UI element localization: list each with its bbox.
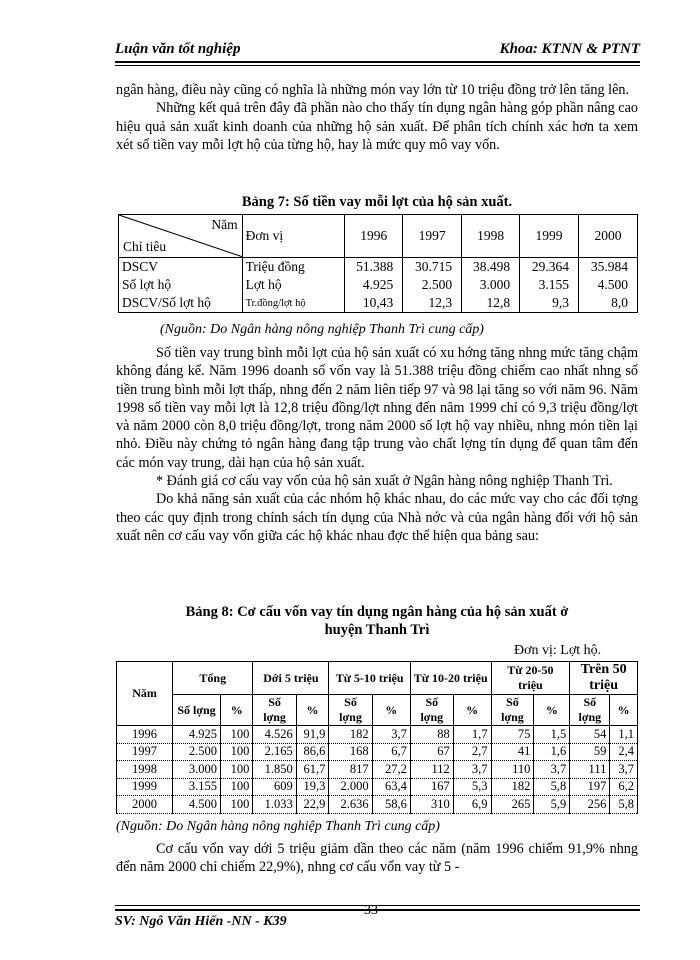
cell: 3,7: [534, 761, 570, 779]
table-row: [117, 761, 638, 779]
sub-header-count: Số lợng: [329, 695, 372, 726]
table8-year-header: Năm: [117, 662, 173, 726]
year-cell: 2000: [117, 796, 173, 814]
cell: 5,8: [534, 778, 570, 796]
sub-header-count: Số lợng: [491, 695, 534, 726]
table7-year-header: 1996: [345, 215, 403, 258]
cell: 100: [221, 796, 253, 814]
sub-header-count: Số lợng: [253, 695, 296, 726]
table7-corner-cell: [119, 215, 243, 258]
paragraph-3: Số tiền vay trung bình mỗi lợt của hộ sản xuất có xu hớng tăng nhng mức tăng chậm không đáng kể. Năm 1996 doanh số vốn vay là 51.388 triệu đồng chiếm cao nhất nhng số tiền trung bình mỗi lợt thấp, nhng đến 2 năm liên tiếp 97 và 98 lại tăng so với năm 96. Năm 1998 số tiền vay mỗi lợt là 12,8 triệu đồng/lợt nhng đến năm 1999 chỉ có 9,3 triệu đồng/lợt và năm 2000 còn 8,0 triệu đồng/lợt, trong năm 2000 số lợt hộ vay nhiều, nhng món tiền lại nhỏ. Điều này chứng tỏ ngân hàng đang tập trung vào chất lợng tín dụng để quan tâm đến các món vay trung, dài hạn của hộ sản xuất.: [116, 345, 638, 471]
cell: 59: [570, 743, 610, 761]
cell: 100: [221, 743, 253, 761]
header-thesis-title: Luận văn tốt nghiệp: [115, 41, 241, 57]
cell: 1,6: [534, 743, 570, 761]
cell: 1,5: [534, 726, 570, 744]
cell: 5,3: [453, 778, 491, 796]
corner-year-label: Năm: [211, 217, 238, 232]
cell: 19,3: [296, 778, 329, 796]
cell: 1,7: [453, 726, 491, 744]
row-unit: Lợt hộ: [242, 276, 345, 294]
cell: 1,1: [610, 726, 638, 744]
row-label: DSCV: [119, 258, 243, 277]
row-unit: Tr.đồng/lợt hộ: [242, 294, 345, 313]
cell: 38.498: [462, 258, 520, 277]
table8-group-header-row: [117, 662, 638, 695]
table8-group-header: Từ 20-50 triệu: [491, 662, 570, 695]
header-rule-thick: [115, 61, 640, 63]
sub-header-pct: %: [534, 695, 570, 726]
table8-group-header: Từ 5-10 triệu: [329, 662, 411, 695]
cell: 1.850: [253, 761, 296, 779]
table8-caption: [116, 603, 638, 639]
footer-rule-thick: [115, 909, 640, 911]
table8-source-note: (Nguồn: Do Ngân hàng nông nghiệp Thanh Trì cung cấp): [116, 819, 440, 834]
paragraph-4: * Đánh giá cơ cấu vay vốn của hộ sản xuất ở Ngân hàng nông nghiệp Thanh Trì.: [156, 473, 613, 490]
cell: 2.165: [253, 743, 296, 761]
table8-unit-note: Đơn vị: Lợt hộ.: [514, 643, 602, 658]
running-header: [115, 41, 640, 61]
page-number: 33: [364, 903, 378, 918]
cell: 182: [491, 778, 534, 796]
cell: 88: [410, 726, 453, 744]
paragraph-1: ngân hàng, điều này cũng có nghĩa là những món vay lớn từ 10 triệu đồng trở lên tăng lên.: [116, 82, 630, 98]
cell: 30.715: [403, 258, 462, 277]
cell: 1.033: [253, 796, 296, 814]
sub-header-count: Số lợng: [570, 695, 610, 726]
cell: 6,7: [372, 743, 410, 761]
cell: 2.500: [173, 743, 221, 761]
table8-caption-line2: huyện Thanh Trì: [324, 622, 430, 638]
sub-header-pct: %: [610, 695, 638, 726]
cell: 6,9: [453, 796, 491, 814]
year-cell: 1997: [117, 743, 173, 761]
row-label: DSCV/Số lợt hộ: [119, 294, 243, 313]
table-row: [117, 743, 638, 761]
year-cell: 1996: [117, 726, 173, 744]
cell: 2,4: [610, 743, 638, 761]
cell: 111: [570, 761, 610, 779]
cell: 12,8: [462, 294, 520, 313]
sub-header-pct: %: [221, 695, 253, 726]
table7-year-header: 2000: [579, 215, 638, 258]
table-row: [119, 276, 638, 294]
table8-caption-line1: Bảng 8: Cơ cấu vốn vay tín dụng ngân hàng của hộ sản xuất ở: [185, 604, 569, 620]
cell: 22,9: [296, 796, 329, 814]
cell: 12,3: [403, 294, 462, 313]
cell: 91,9: [296, 726, 329, 744]
paragraph-5: Do khả năng sản xuất của các nhóm hộ khác nhau, do các mức vay cho các đối tợng theo các quy định trong chính sách tín dụng của Nhà nớc và của ngân hàng đối với hộ sản xuất nên cơ cấu vay vốn giữa các hộ khác nhau đợc thể hiện qua bảng sau:: [116, 491, 638, 544]
sub-header-pct: %: [296, 695, 329, 726]
table7-header-row: [119, 215, 638, 258]
cell: 2.000: [329, 778, 372, 796]
sub-header-pct: %: [453, 695, 491, 726]
cell: 58,6: [372, 796, 410, 814]
cell: 2.636: [329, 796, 372, 814]
cell: 61,7: [296, 761, 329, 779]
cell: 3,7: [610, 761, 638, 779]
cell: 182: [329, 726, 372, 744]
cell: 110: [491, 761, 534, 779]
cell: 310: [410, 796, 453, 814]
cell: 9,3: [520, 294, 579, 313]
table8-group-header: Tổng: [173, 662, 253, 695]
cell: 3,7: [453, 761, 491, 779]
cell: 8,0: [579, 294, 638, 313]
cell: 67: [410, 743, 453, 761]
table7-year-header: 1997: [403, 215, 462, 258]
sub-header-count: Số lợng: [410, 695, 453, 726]
row-label: Số lợt hộ: [119, 276, 243, 294]
cell: 51.388: [345, 258, 403, 277]
sub-header-pct: %: [372, 695, 410, 726]
cell: 29.364: [520, 258, 579, 277]
closing-text: [116, 840, 638, 877]
cell: 112: [410, 761, 453, 779]
cell: 10,43: [345, 294, 403, 313]
cell: 168: [329, 743, 372, 761]
table-row: [119, 258, 638, 277]
cell: 2.500: [403, 276, 462, 294]
corner-indicator-label: Chỉ tiêu: [123, 239, 167, 254]
cell: 3.155: [173, 778, 221, 796]
table-row: [117, 796, 638, 814]
cell: 5,9: [534, 796, 570, 814]
table7-source-note: (Nguồn: Do Ngân hàng nông nghiệp Thanh Trì cung cấp): [160, 322, 484, 337]
table8-group-header: Từ 10-20 triệu: [410, 662, 491, 695]
cell: 197: [570, 778, 610, 796]
cell: 609: [253, 778, 296, 796]
cell: 265: [491, 796, 534, 814]
footer-author: SV: Ngô Văn Hiển -NN - K39: [115, 914, 287, 929]
cell: 100: [221, 778, 253, 796]
analysis-text: [116, 344, 638, 545]
header-faculty: Khoa: KTNN & PTNT: [499, 41, 640, 57]
table8-body: [117, 726, 638, 814]
cell: 100: [221, 726, 253, 744]
cell: 2,7: [453, 743, 491, 761]
cell: 4.526: [253, 726, 296, 744]
cell: 6,2: [610, 778, 638, 796]
cell: 63,4: [372, 778, 410, 796]
cell: 3,7: [372, 726, 410, 744]
table-row: [117, 726, 638, 744]
table-row: [119, 294, 638, 313]
cell: 817: [329, 761, 372, 779]
cell: 5,8: [610, 796, 638, 814]
row-unit: Triệu đồng: [242, 258, 345, 277]
table8-group-header: Dới 5 triệu: [253, 662, 329, 695]
sub-header-count: Số lợng: [173, 695, 221, 726]
header-rule-thin: [115, 65, 640, 66]
table7-unit-header: Đơn vị: [242, 215, 345, 258]
table-row: [117, 778, 638, 796]
cell: 75: [491, 726, 534, 744]
table8-loan-structure: [116, 661, 638, 814]
cell: 4.925: [173, 726, 221, 744]
year-cell: 1999: [117, 778, 173, 796]
cell: 27,2: [372, 761, 410, 779]
year-cell: 1998: [117, 761, 173, 779]
cell: 4.500: [579, 276, 638, 294]
cell: 256: [570, 796, 610, 814]
intro-text: [116, 81, 638, 154]
table7-year-header: 1999: [520, 215, 579, 258]
paragraph-2: Những kết quả trên đây đã phần nào cho thấy tín dụng ngân hàng góp phần nâng cao hiệu quả sản xuất kinh doanh của những hộ sản xuất. Để phân tích chính xác hơn ta xem xét số tiền vay mỗi lợt hộ của từng hộ, hay là mức quy mô vay vốn.: [116, 100, 638, 153]
cell: 3.155: [520, 276, 579, 294]
cell: 86,6: [296, 743, 329, 761]
table7-loan-per-turn: [118, 214, 638, 313]
cell: 3.000: [462, 276, 520, 294]
footer-rule-thin: [115, 905, 640, 906]
cell: 54: [570, 726, 610, 744]
table8-sub-header-row: [117, 695, 638, 726]
cell: 35.984: [579, 258, 638, 277]
table7-year-header: 1998: [462, 215, 520, 258]
cell: 4.500: [173, 796, 221, 814]
cell: 167: [410, 778, 453, 796]
table7-caption: Bảng 7: Số tiền vay mỗi lợt của hộ sản xuất.: [241, 194, 513, 210]
paragraph-6: Cơ cấu vốn vay dới 5 triệu giảm dần theo các năm (năm 1996 chiếm 91,9% nhng đến năm 2000 chỉ chiếm 22,9%), nhng cơ cấu vốn vay từ 5 -: [116, 841, 638, 876]
cell: 100: [221, 761, 253, 779]
cell: 41: [491, 743, 534, 761]
cell: 4.925: [345, 276, 403, 294]
table8-group-header: Trên 50 triệu: [570, 662, 638, 695]
cell: 3.000: [173, 761, 221, 779]
